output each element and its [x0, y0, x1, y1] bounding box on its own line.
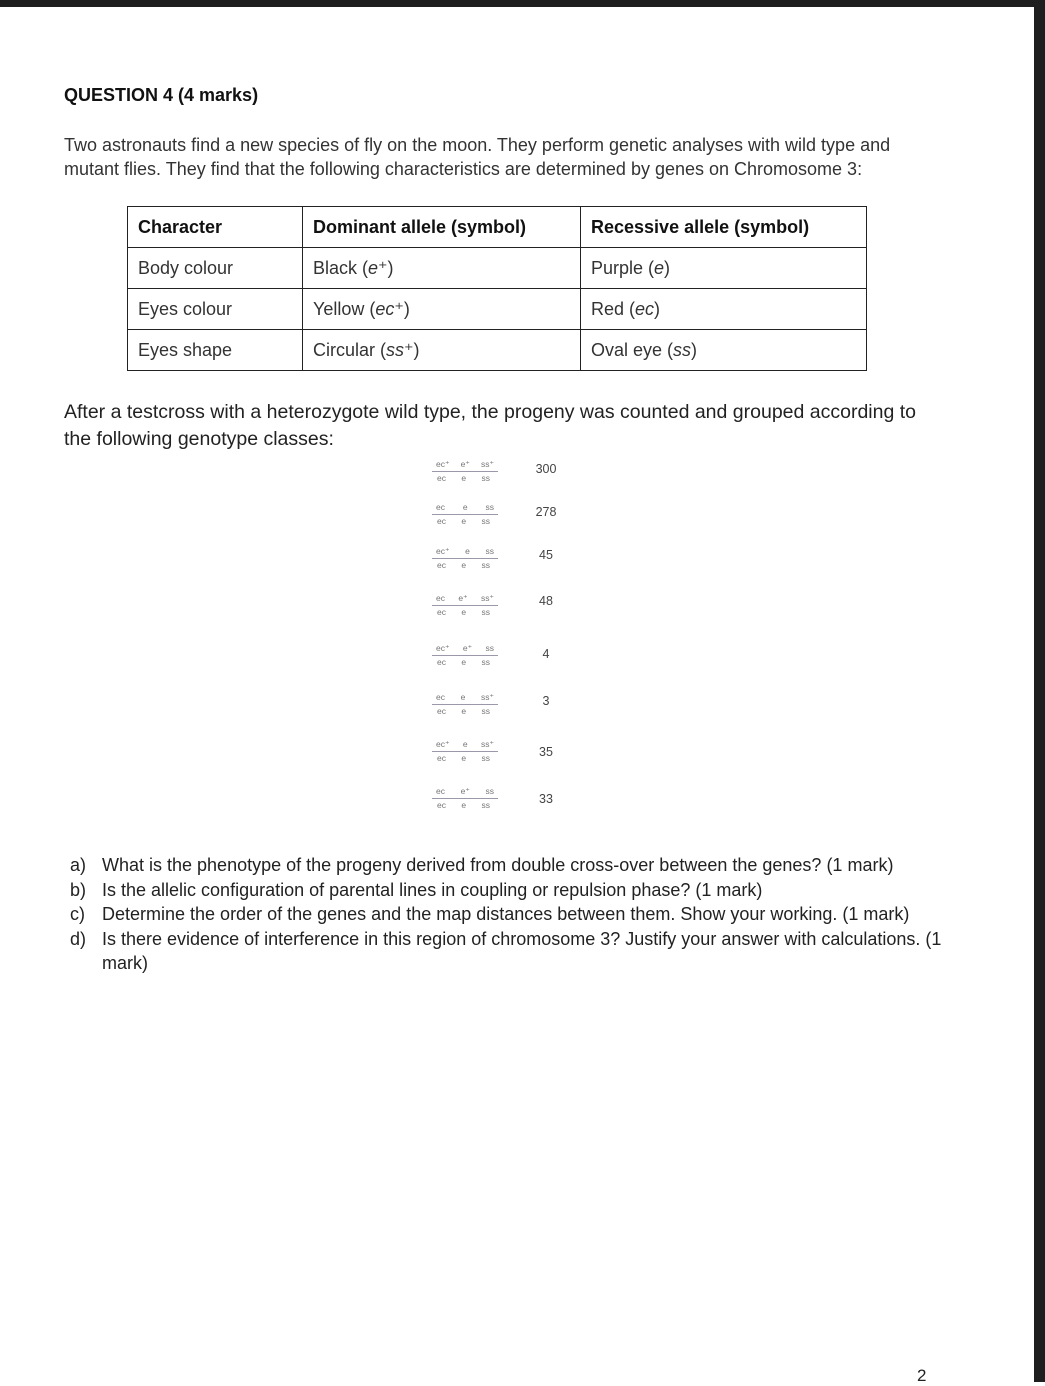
- genotype-divider: [432, 704, 498, 705]
- sub-question-text: Is the allelic configuration of parental lines in coupling or repulsion phase? (1 mark): [102, 879, 763, 900]
- genotype-divider: [432, 655, 498, 656]
- allele: ss⁺: [481, 459, 494, 469]
- allele: ec: [437, 753, 446, 763]
- sub-question-text: What is the phenotype of the progeny derived from double cross-over between the genes? (1 mark): [102, 855, 894, 875]
- sub-question-label: b): [70, 879, 87, 900]
- recessive-symbol: e: [654, 257, 665, 278]
- allele: e: [461, 560, 467, 570]
- cell-recessive: Red (ec): [581, 289, 867, 330]
- allele: e: [461, 516, 467, 526]
- allele: ss: [485, 786, 494, 796]
- sub-question-text: Determine the order of the genes and the map distances between them. Show your working. (1 mark): [102, 904, 910, 924]
- genotype-divider: [432, 751, 498, 752]
- table-row: [128, 248, 867, 289]
- sub-question-label: c): [70, 904, 85, 924]
- genotype-count: 35: [539, 745, 553, 759]
- sub-question: [70, 853, 950, 878]
- recessive-name: Purple: [591, 257, 644, 278]
- allele: ss: [481, 473, 490, 483]
- allele: ss: [481, 560, 490, 570]
- genotype-class: [432, 739, 498, 763]
- allele: e: [461, 473, 467, 483]
- genotype-count: 4: [542, 647, 550, 661]
- allele: ec: [437, 706, 446, 716]
- allele: ss: [481, 657, 490, 667]
- allele: ec: [436, 692, 445, 702]
- allele: ss: [485, 643, 494, 653]
- allele: ss: [481, 753, 490, 763]
- cell-dominant: Black (e⁺): [303, 248, 581, 289]
- table-row: [128, 289, 867, 330]
- allele: e⁺: [460, 459, 470, 469]
- genotype-count: 33: [539, 792, 553, 806]
- header-recessive: Recessive allele (symbol): [581, 207, 867, 248]
- table-row: [128, 330, 867, 371]
- question-intro: Two astronauts find a new species of fly on the moon. They perform genetic analyses with wild type and mutant flies. They find that the following characteristics are determined by genes on Chromosome 3:: [64, 135, 891, 179]
- genotype-divider: [432, 471, 498, 472]
- genotype-count: 278: [535, 505, 557, 519]
- page-number: 2: [917, 1366, 927, 1385]
- genotype-count: 3: [542, 694, 550, 708]
- header-character: Character: [128, 207, 303, 248]
- allele: ec: [436, 593, 445, 603]
- allele: ss: [485, 502, 494, 512]
- allele: ec⁺: [436, 643, 450, 653]
- genotype-class: [432, 459, 498, 483]
- sub-question: [70, 927, 950, 976]
- header-dominant: Dominant allele (symbol): [303, 207, 581, 248]
- genotype-class: [432, 692, 498, 716]
- allele: ec: [436, 786, 445, 796]
- cell-character: Body colour: [128, 248, 303, 289]
- allele: ec: [436, 502, 445, 512]
- genotype-class: [432, 593, 498, 617]
- cell-recessive: Oval eye (ss): [581, 330, 867, 371]
- genotype-count: 48: [539, 594, 553, 608]
- cell-character: Eyes shape: [128, 330, 303, 371]
- allele: e: [462, 739, 468, 749]
- cell-character: Eyes colour: [128, 289, 303, 330]
- genotype-class: [432, 502, 498, 526]
- allele: ss⁺: [480, 593, 494, 603]
- allele: e: [461, 657, 467, 667]
- allele: e⁺: [458, 593, 468, 603]
- recessive-symbol: ec: [635, 298, 655, 319]
- allele: e: [460, 692, 466, 702]
- dominant-symbol: ec⁺: [375, 298, 404, 319]
- allele: ec: [437, 560, 446, 570]
- allele: ss: [485, 546, 494, 556]
- sub-question-label: d): [70, 928, 87, 949]
- dominant-symbol: ss⁺: [386, 339, 414, 360]
- genotype-count: 300: [535, 462, 557, 476]
- allele: e: [461, 607, 467, 617]
- allele: ec⁺: [436, 546, 450, 556]
- allele: ss: [481, 706, 490, 716]
- genotype-divider: [432, 605, 498, 606]
- dominant-symbol: e⁺: [368, 257, 388, 278]
- dominant-name: Circular: [313, 339, 376, 360]
- allele: ec: [437, 657, 446, 667]
- allele: ec⁺: [436, 459, 450, 469]
- question-title: QUESTION 4 (4 marks): [64, 85, 259, 105]
- sub-questions-list: [70, 853, 950, 976]
- allele: ss: [481, 516, 490, 526]
- recessive-symbol: ss: [673, 339, 692, 360]
- allele: ec: [437, 473, 446, 483]
- allele: e: [465, 546, 470, 556]
- allele: ec⁺: [436, 739, 450, 749]
- allele: e: [461, 800, 467, 810]
- genotype-count: 45: [539, 548, 553, 562]
- recessive-name: Red: [591, 298, 625, 319]
- window-right-border: [1034, 0, 1045, 1382]
- dominant-name: Black: [313, 257, 358, 278]
- allele: ec: [437, 800, 446, 810]
- cell-recessive: Purple (e): [581, 248, 867, 289]
- allele: ec: [437, 516, 446, 526]
- allele: ss⁺: [481, 692, 494, 702]
- dominant-name: Yellow: [313, 298, 365, 319]
- allele: e: [461, 753, 467, 763]
- allele: ss⁺: [480, 739, 494, 749]
- genotype-divider: [432, 798, 498, 799]
- allele: ec: [437, 607, 446, 617]
- allele: ss: [481, 800, 490, 810]
- allele: e: [461, 706, 467, 716]
- genotype-class: [432, 643, 498, 667]
- window-top-border: [0, 0, 1045, 7]
- cell-dominant: Circular (ss⁺): [303, 330, 581, 371]
- genotype-class: [432, 786, 498, 810]
- cell-dominant: Yellow (ec⁺): [303, 289, 581, 330]
- genotype-class: [432, 546, 498, 570]
- traits-table: [127, 206, 867, 371]
- allele: ss: [481, 607, 490, 617]
- table-header-row: [128, 207, 867, 248]
- testcross-description: After a testcross with a heterozygote wild type, the progeny was counted and grouped according to the following genotype classes:: [64, 401, 917, 450]
- recessive-name: Oval eye: [591, 339, 663, 360]
- allele: e⁺: [462, 643, 473, 653]
- genotype-divider: [432, 514, 498, 515]
- genotype-divider: [432, 558, 498, 559]
- sub-question: [70, 878, 950, 903]
- sub-question: [70, 902, 950, 927]
- sub-question-text: Is there evidence of interference in this region of chromosome 3? Justify your answer with calculations. (1 mark): [102, 928, 942, 973]
- sub-question-label: a): [70, 855, 87, 875]
- allele: e⁺: [460, 786, 470, 796]
- allele: e: [462, 502, 468, 512]
